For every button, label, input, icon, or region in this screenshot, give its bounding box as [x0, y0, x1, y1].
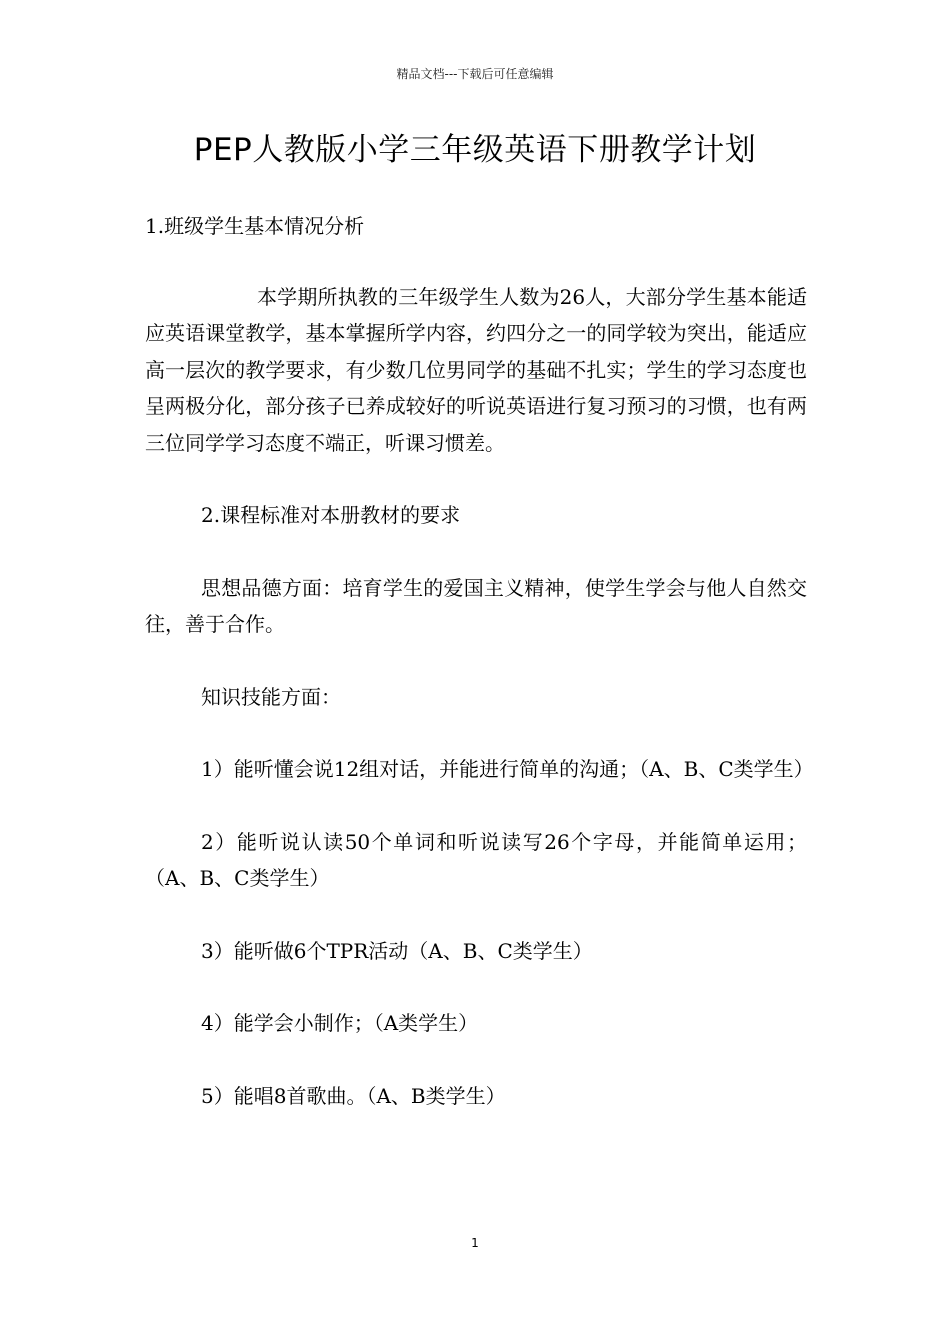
list-item: 3）能听做6个TPR活动（A、B、C类学生）: [201, 938, 593, 963]
moral-paragraph: 思想品德方面：培育学生的爱国主义精神，使学生学会与他人自然交往，善于合作。: [145, 575, 807, 636]
page-number: 1: [471, 1236, 479, 1250]
document-body: [145, 208, 814, 1114]
document-title: PEP人教版小学三年级英语下册教学计划: [193, 132, 757, 168]
list-item: 5）能唱8首歌曲。（A、B类学生）: [201, 1083, 506, 1108]
section-2-heading: 2.课程标准对本册教材的要求: [201, 503, 461, 527]
list-item: 4）能学会小制作；（A类学生）: [201, 1011, 479, 1035]
page-header: 精品文档---下载后可任意编辑: [396, 67, 554, 81]
section-1-paragraph: 本学期所执教的三年级学生人数为26人，大部分学生基本能适应英语课堂教学，基本掌握所学内容，约四分之一的同学较为突出，能适应高一层次的教学要求，有少数几位男同学的基础不扎实；学生的学习态度也呈两极分化，部分孩子已养成较好的听说英语进行复习预习的习惯，也有两三位同学学习态度不端正，听课习惯差。: [145, 284, 807, 455]
list-item: 1）能听懂会说12组对话，并能进行简单的沟通；（A、B、C类学生）: [201, 757, 814, 781]
section-1-heading: 1.班级学生基本情况分析: [145, 214, 365, 238]
skills-heading: 知识技能方面：: [201, 684, 341, 709]
list-item: 2）能听说认读50个单词和听说读写26个字母，并能简单运用；（A、B、C类学生）: [145, 829, 807, 890]
